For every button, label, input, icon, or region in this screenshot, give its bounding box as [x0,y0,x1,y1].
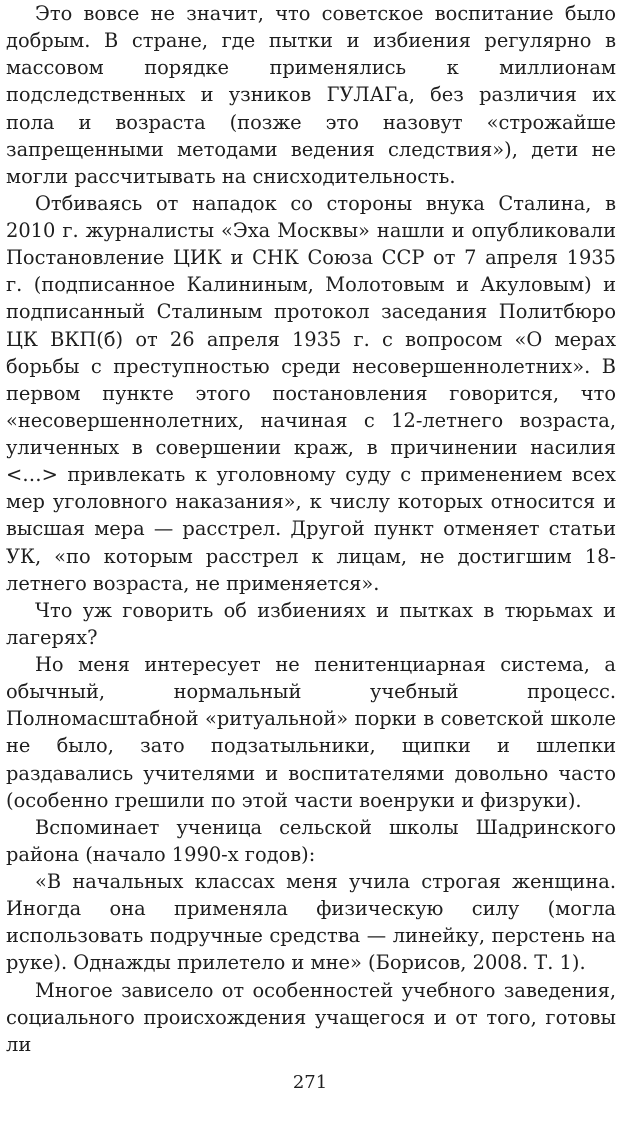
paragraph-5: Вспоминает ученица сельской школы Шадринского района (начало 1990-х годов): [6,815,616,866]
page-number: 271 [292,1072,328,1093]
body-text [6,0,616,1058]
paragraph-3: Что уж говорить об избиениях и пытках в тюрьмах и лагерях? [6,598,616,649]
paragraph-7: Многое зависело от особенностей учебного заведения, социального происхождения учащегося и от того, готовы ли [6,978,616,1056]
quote-paragraph: «В начальных классах меня учила строгая женщина. Иногда она применяла физическую силу (могла использовать подручные средства — линейку, перстень на руке). Однажды прилетело и мне» (Борисов, 2008. Т. 1). [6,870,616,975]
paragraph-4: Но меня интересует не пенитенциарная система, а обычный, нормальный учебный процесс. Полномасштабной «ритуальной» порки в советской школе не было, зато подзатыльники, щипки и шлепки раздавались учителями и воспитателями довольно часто (особенно грешили по этой части военруки и физруки). [6,653,616,812]
paragraph-1: Это вовсе не значит, что советское воспитание было добрым. В стране, где пытки и избиения регулярно в массовом порядке применялись к миллионам подследственных и узников ГУЛАГа, без различия их пола и возраста (позже это назовут «строжайше запрещенными методами ведения следствия»), дети не могли рассчитывать на снисходительность. [6,2,616,188]
paragraph-2: Отбиваясь от нападок со стороны внука Сталина, в 2010 г. журналисты «Эха Москвы» нашли и опубликовали Постановление ЦИК и СНК Союза ССР от 7 апреля 1935 г. (подписанное Калининым, Молотовым и Акуловым) и подписанный Сталиным протокол заседания Политбюро ЦК ВКП(б) от 26 апреля 1935 г. с вопросом «О мерах борьбы с преступностью среди несовершеннолетних». В первом пункте этого постановления говорится, что «несовершеннолетних, начиная с 12-летнего возраста, уличенных в совершении краж, в причинении насилия <…> привлекать к уголовному суду с применением всех мер уголовного наказания», к числу которых относится и высшая мера — расстрел. Другой пункт отменяет статьи УК, «по которым расстрел к лицам, не достигшим 18-летнего возраста, не применяется». [6,191,616,595]
